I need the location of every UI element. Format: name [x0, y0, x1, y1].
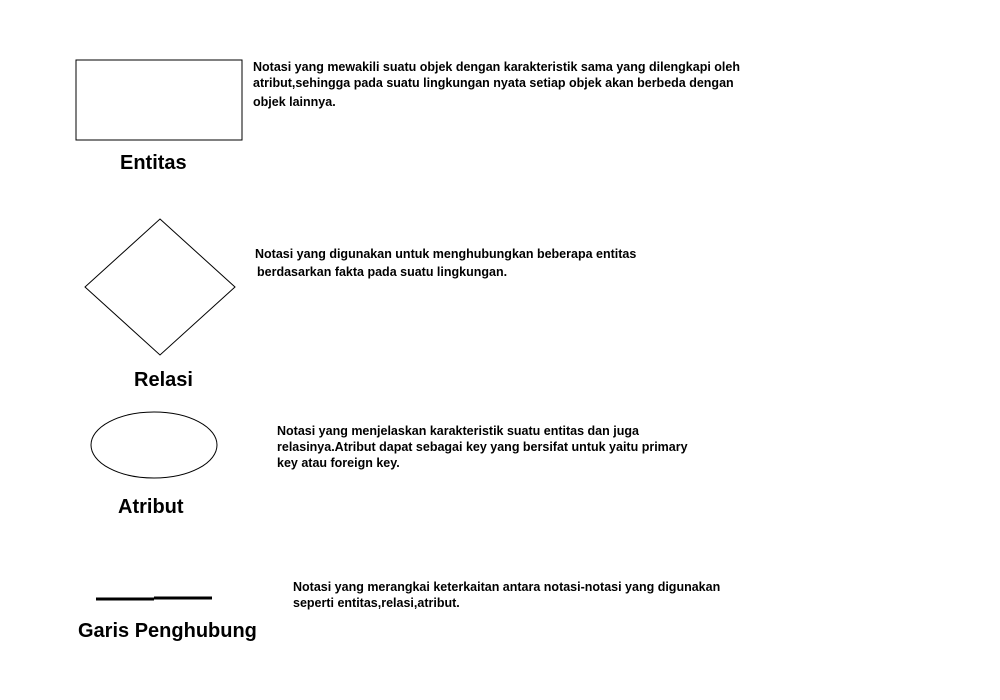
connector-description	[293, 579, 720, 611]
attribute-description	[277, 423, 688, 471]
relationship-diamond-shape	[84, 218, 238, 358]
entity-rectangle-shape	[75, 59, 245, 143]
attribute-label: Atribut	[118, 496, 184, 518]
entity-label: Entitas	[120, 152, 187, 174]
entity-description-line: objek lainnya.	[253, 95, 336, 109]
relationship-description-line: berdasarkan fakta pada suatu lingkungan.	[257, 265, 508, 279]
relationship-description	[255, 246, 636, 280]
entity-description-line: atribut,sehingga pada suatu lingkungan nyata setiap objek akan berbeda dengan	[253, 76, 734, 90]
entity-description-line: Notasi yang mewakili suatu objek dengan karakteristik sama yang dilengkapi oleh	[253, 60, 740, 74]
attribute-description-line: relasinya.Atribut dapat sebagai key yang bersifat untuk yaitu primary	[277, 440, 688, 454]
attribute-description-line: Notasi yang menjelaskan karakteristik suatu entitas dan juga	[277, 424, 639, 438]
relationship-description-line: Notasi yang digunakan untuk menghubungkan beberapa entitas	[255, 247, 637, 261]
attribute-ellipse-shape	[89, 410, 219, 482]
connector-description-line: Notasi yang merangkai keterkaitan antara notasi-notasi yang digunakan	[293, 580, 721, 594]
entity-description	[253, 59, 740, 110]
connector-label: Garis Penghubung	[78, 620, 257, 642]
attribute-description-line: key atau foreign key.	[277, 456, 400, 470]
connector-line-shape	[94, 594, 216, 604]
connector-description-line: seperti entitas,relasi,atribut.	[293, 596, 460, 610]
relationship-label: Relasi	[134, 369, 193, 391]
